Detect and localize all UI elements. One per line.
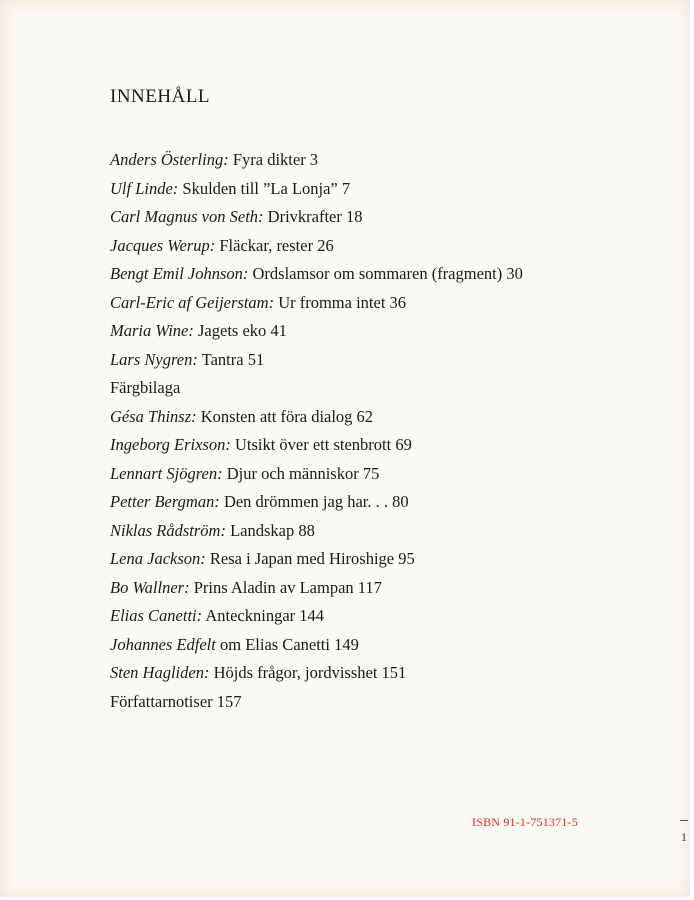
toc-entry	[110, 175, 523, 204]
toc-author: Lena Jackson:	[110, 549, 206, 568]
toc-author: Sten Hagliden:	[110, 663, 210, 682]
toc-title: Ordslamsor om sommaren (fragment) 30	[248, 264, 523, 283]
toc-entry	[110, 317, 523, 346]
toc-author: Ulf Linde:	[110, 178, 179, 198]
toc-entry	[110, 146, 523, 175]
toc-title: Drivkrafter 18	[263, 207, 363, 226]
toc-author: Bengt Emil Johnson:	[110, 264, 249, 283]
toc-author: Ingeborg Erixson:	[110, 435, 231, 454]
toc-title: Färgbilaga	[110, 378, 181, 397]
toc-entry	[110, 346, 523, 375]
toc-author: Niklas Rådström:	[110, 520, 226, 540]
toc-author: Carl Magnus von Seth:	[110, 207, 264, 226]
toc-author: Anders Österling:	[110, 150, 229, 169]
toc-author: Johannes Edfelt	[110, 634, 216, 654]
toc-title: Fläckar, rester 26	[215, 235, 334, 255]
toc-title: Ur fromma intet 36	[274, 292, 407, 312]
toc-author: Jacques Werup:	[110, 235, 216, 255]
isbn-label: ISBN 91-1-751371-5	[472, 815, 578, 829]
toc-entry	[110, 602, 523, 631]
toc-entry	[110, 374, 523, 403]
toc-author: Bo Wallner:	[110, 577, 190, 597]
toc-title: Anteckningar 144	[202, 606, 325, 625]
toc-title: om Elias Canetti 149	[215, 634, 359, 654]
toc-title: Konsten att föra dialog 62	[196, 406, 374, 426]
toc-entry	[110, 688, 523, 717]
toc-entry	[110, 574, 523, 603]
toc-entry	[110, 545, 523, 574]
toc-entry	[110, 431, 523, 460]
toc-title: Resa i Japan med Hiroshige 95	[205, 549, 415, 568]
toc-entry	[110, 232, 523, 261]
toc-title: Den drömmen jag har. . . 80	[219, 492, 409, 511]
toc-title: Höjds frågor, jordvisshet 151	[209, 663, 407, 682]
toc-author: Gésa Thinsz:	[110, 406, 197, 426]
toc-entry	[110, 631, 523, 660]
toc-entry	[110, 517, 523, 546]
toc-title: Prins Aladin av Lampan 117	[189, 577, 382, 597]
toc-title: Författarnotiser 157	[110, 691, 242, 711]
toc-title: Fyra dikter 3	[228, 150, 319, 169]
toc-author: Maria Wine:	[110, 321, 194, 340]
toc-title: Tantra 51	[197, 349, 265, 369]
toc-entry	[110, 260, 523, 289]
contents-heading: INNEHÅLL	[110, 86, 211, 107]
toc-author: Petter Bergman:	[110, 492, 220, 511]
toc-title: Jagets eko 41	[193, 321, 287, 340]
toc-author: Lars Nygren:	[110, 349, 198, 369]
toc-title: Utsikt över ett stenbrott 69	[230, 435, 412, 454]
toc-entry	[110, 403, 523, 432]
edge-page-number: 1	[681, 830, 687, 844]
toc-entry	[110, 659, 523, 688]
toc-title: Landskap 88	[225, 520, 315, 540]
toc-title: Djur och människor 75	[222, 463, 380, 483]
edge-tick-mark	[680, 820, 688, 821]
toc-author: Lennart Sjögren:	[110, 463, 223, 483]
toc-entry	[110, 289, 523, 318]
toc-entry	[110, 488, 523, 517]
toc-author: Carl-Eric af Geijerstam:	[110, 292, 275, 312]
toc-entry	[110, 203, 523, 232]
toc-title: Skulden till ”La Lonja” 7	[178, 178, 351, 198]
toc-author: Elias Canetti:	[110, 606, 203, 625]
table-of-contents	[110, 146, 523, 716]
toc-entry	[110, 460, 523, 489]
